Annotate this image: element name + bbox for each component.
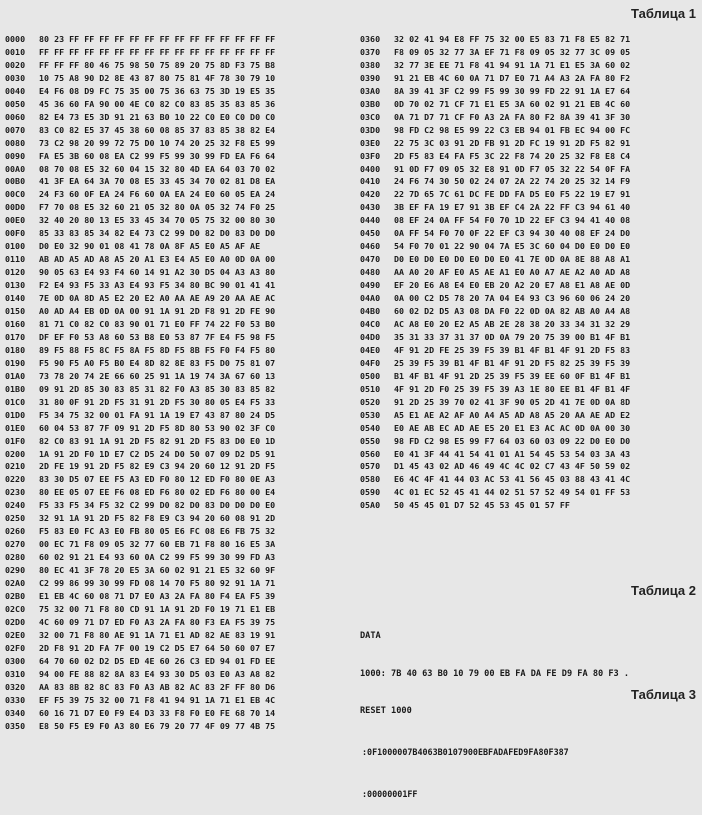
dump-address: 0140 xyxy=(5,293,26,304)
dump-address: 02F0 xyxy=(5,642,26,653)
dump-row xyxy=(360,499,630,512)
dump-address: 0510 xyxy=(360,383,381,394)
dump-address: 0240 xyxy=(5,500,26,511)
dump-bytes: 83 C0 82 E5 37 45 38 60 08 85 37 83 85 38 82 E4 xyxy=(39,124,276,135)
dump-address: 04D0 xyxy=(360,331,381,342)
table3-line: :00000001FF xyxy=(362,789,418,799)
dump-bytes: 32 77 3E EE 71 F8 41 94 91 1A 71 E1 E5 3A 60 02 xyxy=(394,59,631,70)
dump-bytes: C2 99 86 99 30 99 FD 08 14 70 F5 80 92 91 1A 71 xyxy=(39,578,276,589)
dump-address: 01B0 xyxy=(5,383,26,394)
dump-address: 0570 xyxy=(360,461,381,472)
dump-address: 02A0 xyxy=(5,578,26,589)
dump-bytes: D0 E0 D0 E0 D0 E0 D0 E0 41 7E 0D 0A 8E 88 A8 A1 xyxy=(394,254,631,265)
dump-row xyxy=(5,448,275,461)
dump-row xyxy=(5,150,275,163)
dump-bytes: 10 75 A8 90 D2 8E 43 87 80 75 81 4F 78 30 79 10 xyxy=(39,72,276,83)
dump-address: 0440 xyxy=(360,215,381,226)
dump-address: 0590 xyxy=(360,487,381,498)
dump-address: 00E0 xyxy=(5,215,26,226)
dump-row xyxy=(5,188,275,201)
dump-address: 03E0 xyxy=(360,137,381,148)
dump-address: 00C0 xyxy=(5,189,26,200)
dump-row xyxy=(360,150,630,163)
dump-row xyxy=(5,668,275,681)
dump-bytes: F7 70 08 E5 32 60 21 05 32 80 0A 05 32 74 F0 25 xyxy=(39,202,276,213)
dump-row xyxy=(360,370,630,383)
dump-row xyxy=(5,33,275,46)
dump-row xyxy=(5,720,275,733)
dump-row xyxy=(360,331,630,344)
dump-row xyxy=(360,357,630,370)
dump-row xyxy=(5,512,275,525)
dump-bytes: AA A0 20 AF E0 A5 AE A1 E0 A0 A7 AE A2 A0 AD A8 xyxy=(394,267,631,278)
table2-line: DATA xyxy=(360,631,381,641)
dump-bytes: F5 33 F5 34 F5 32 C2 99 D0 82 D0 83 D0 D0 D0 E0 xyxy=(39,500,276,511)
dump-bytes: 60 16 71 D7 E0 F9 E4 D3 33 F8 F0 E0 FE 68 70 14 xyxy=(39,707,276,718)
dump-bytes: 4C 60 09 71 D7 ED F0 A3 2A FA 80 F3 EA F5 39 75 xyxy=(39,616,276,627)
dump-row xyxy=(360,383,630,396)
dump-row xyxy=(360,279,630,292)
dump-address: 01E0 xyxy=(5,422,26,433)
dump-bytes: 31 80 0F 91 2D F5 31 91 2D F5 30 80 05 E4 F5 33 xyxy=(39,396,276,407)
dump-address: 0490 xyxy=(360,280,381,291)
dump-address: 04C0 xyxy=(360,318,381,329)
dump-bytes: 50 45 45 01 D7 52 45 53 45 01 57 FF xyxy=(394,500,570,511)
dump-row xyxy=(360,188,630,201)
dump-row xyxy=(5,525,275,538)
dump-row xyxy=(5,422,275,435)
dump-address: 0060 xyxy=(5,111,26,122)
dump-row xyxy=(360,137,630,150)
dump-row xyxy=(5,577,275,590)
dump-row xyxy=(360,318,630,331)
dump-row xyxy=(360,409,630,422)
dump-bytes: A0 AD A4 EB 0D 0A 00 91 1A 91 2D F8 91 2D FE 90 xyxy=(39,306,276,317)
dump-address: 0270 xyxy=(5,539,26,550)
dump-bytes: 4C 01 EC 52 45 41 44 02 51 57 52 49 54 01 FF 53 xyxy=(394,487,631,498)
dump-row xyxy=(5,409,275,422)
dump-bytes: DF EF F0 53 A8 60 53 B8 E0 53 87 7F E4 F5 98 F5 xyxy=(39,331,276,342)
dump-address: 0170 xyxy=(5,331,26,342)
dump-address: 0540 xyxy=(360,422,381,433)
dump-bytes: 09 91 2D 85 30 83 85 31 82 F0 A3 85 30 83 85 82 xyxy=(39,383,276,394)
dump-bytes: EF 20 E6 A8 E4 E0 EB 20 A2 20 E7 A8 E1 A8 AE 0D xyxy=(394,280,631,291)
dump-bytes: 81 71 C0 82 C0 83 90 01 71 E0 FF 74 22 F0 53 B0 xyxy=(39,318,276,329)
dump-bytes: 80 EC 41 3F 78 20 E5 3A 60 02 91 21 E5 32 60 9F xyxy=(39,565,276,576)
dump-address: 0190 xyxy=(5,357,26,368)
dump-bytes: 4F 91 2D FE 25 39 F5 39 B1 4F B1 4F 91 2D F5 83 xyxy=(394,344,631,355)
dump-row xyxy=(360,396,630,409)
dump-row xyxy=(5,603,275,616)
dump-address: 0250 xyxy=(5,513,26,524)
dump-row xyxy=(5,46,275,59)
dump-row xyxy=(5,681,275,694)
dump-bytes: 7E 0D 0A 8D A5 E2 20 E2 A0 AA AE A9 20 AA AE AC xyxy=(39,293,276,304)
dump-address: 0380 xyxy=(360,59,381,70)
dump-address: 0310 xyxy=(5,668,26,679)
dump-bytes: 80 23 FF FF FF FF FF FF FF FF FF FF FF FF FF FF xyxy=(39,34,276,44)
dump-bytes: 60 02 91 21 E4 93 60 0A C2 99 F5 99 30 99 FD A3 xyxy=(39,552,276,563)
dump-address: 02E0 xyxy=(5,629,26,640)
dump-address: 0130 xyxy=(5,280,26,291)
dump-bytes: 64 70 60 02 D2 D5 ED 4E 60 26 C3 ED 94 01 FD EE xyxy=(39,655,276,666)
dump-row xyxy=(5,655,275,668)
table2-listing xyxy=(360,605,629,730)
dump-bytes: 73 C2 98 20 99 72 75 D0 10 74 20 25 32 F8 E5 99 xyxy=(39,137,276,148)
dump-row xyxy=(5,137,275,150)
dump-bytes: E0 AE AB EC AD AE E5 20 E1 E3 AC AC 0D 0A 00 30 xyxy=(394,422,631,433)
dump-row xyxy=(5,538,275,551)
dump-row xyxy=(5,253,275,266)
dump-address: 0280 xyxy=(5,552,26,563)
dump-address: 0110 xyxy=(5,254,26,265)
dump-address: 0520 xyxy=(360,396,381,407)
dump-row xyxy=(360,344,630,357)
dump-address: 0200 xyxy=(5,448,26,459)
dump-bytes: 85 33 83 85 34 82 E4 73 C2 99 D0 82 D0 83 D0 D0 xyxy=(39,228,276,239)
dump-row xyxy=(5,175,275,188)
dump-address: 0160 xyxy=(5,318,26,329)
dump-address: 01D0 xyxy=(5,409,26,420)
dump-bytes: F5 34 75 32 00 01 FA 91 1A 19 E7 43 87 80 24 D5 xyxy=(39,409,276,420)
dump-bytes: 54 F0 70 01 22 90 04 7A E5 3C 60 04 D0 E0 D0 E0 xyxy=(394,241,631,252)
dump-address: 02B0 xyxy=(5,590,26,601)
dump-row xyxy=(360,227,630,240)
dump-bytes: 4F 91 2D F0 25 39 F5 39 A3 1E 80 EE B1 4F B1 4F xyxy=(394,383,631,394)
dump-row xyxy=(360,33,630,46)
dump-row xyxy=(360,305,630,318)
dump-row xyxy=(360,214,630,227)
dump-bytes: FA E5 3B 60 08 EA C2 99 F5 99 30 99 FD EA F6 64 xyxy=(39,150,276,161)
dump-address: 0340 xyxy=(5,707,26,718)
dump-address: 04B0 xyxy=(360,306,381,317)
dump-bytes: E4 F6 08 D9 FC 75 35 00 75 36 63 75 3D 19 E5 35 xyxy=(39,85,276,96)
dump-bytes: AB AD A5 AD A8 A5 20 A1 E3 E4 A5 E0 A0 0D 0A 00 xyxy=(39,254,276,265)
dump-address: 03A0 xyxy=(360,85,381,96)
dump-row xyxy=(5,357,275,370)
dump-address: 0470 xyxy=(360,254,381,265)
dump-row xyxy=(5,383,275,396)
table2-line: RESET 1000 xyxy=(360,706,412,716)
dump-address: 05A0 xyxy=(360,500,381,511)
dump-row xyxy=(360,240,630,253)
dump-row xyxy=(360,46,630,59)
dump-row xyxy=(5,111,275,124)
dump-row xyxy=(5,564,275,577)
dump-bytes: 8A 39 41 3F C2 99 F5 99 30 99 FD 22 91 1A E7 64 xyxy=(394,85,631,96)
dump-row xyxy=(360,201,630,214)
dump-row xyxy=(5,344,275,357)
dump-address: 0330 xyxy=(5,694,26,705)
dump-row xyxy=(5,707,275,720)
dump-bytes: 3B EF FA 19 E7 91 3B EF C4 2A 22 FF C3 94 61 40 xyxy=(394,202,631,213)
dump-bytes: 0A 00 C2 D5 78 20 7A 04 E4 93 C3 96 60 06 24 20 xyxy=(394,293,631,304)
dump-address: 0390 xyxy=(360,72,381,83)
dump-address: 0370 xyxy=(360,46,381,57)
dump-bytes: 24 F6 74 30 50 02 24 07 2A 22 74 20 25 32 14 F9 xyxy=(394,176,631,187)
dump-bytes: FF FF FF FF FF FF FF FF FF FF FF FF FF FF FF FF xyxy=(39,46,276,57)
dump-address: 0350 xyxy=(5,720,26,731)
dump-bytes: E1 EB 4C 60 08 71 D7 E0 A3 2A FA 80 F4 EA F5 39 xyxy=(39,590,276,601)
dump-bytes: 0A 71 D7 71 CF F0 A3 2A FA 80 F2 8A 39 41 3F 30 xyxy=(394,111,631,122)
dump-bytes: 60 04 53 87 7F 09 91 2D F5 8D 80 53 90 02 3F C0 xyxy=(39,422,276,433)
dump-bytes: 98 FD C2 98 E5 99 F7 64 03 60 03 09 22 D0 E0 D0 xyxy=(394,435,631,446)
table2-line: 1000: 7B 40 63 B0 10 79 00 EB FA DA FE D9 FA 80 F3 . xyxy=(360,668,630,679)
dump-row xyxy=(5,370,275,383)
dump-bytes: 1A 91 2D F0 1D E7 C2 D5 24 D0 50 07 09 D2 D5 91 xyxy=(39,448,276,459)
hex-dump-left-column xyxy=(5,33,275,732)
dump-address: 0070 xyxy=(5,124,26,135)
dump-row xyxy=(360,175,630,188)
dump-address: 0460 xyxy=(360,241,381,252)
dump-bytes: 24 F3 60 0F EA 24 F6 60 0A EA 24 E0 60 05 EA 24 xyxy=(39,189,276,200)
dump-address: 0120 xyxy=(5,267,26,278)
dump-row xyxy=(5,214,275,227)
dump-address: 0260 xyxy=(5,526,26,537)
dump-row xyxy=(5,694,275,707)
dump-bytes: 98 FD C2 98 E5 99 22 C3 EB 94 01 FB EC 94 00 FC xyxy=(394,124,631,135)
dump-address: 03B0 xyxy=(360,98,381,109)
dump-row xyxy=(5,460,275,473)
dump-bytes: 08 EF 24 0A FF 54 F0 70 1D 22 EF C3 94 41 40 08 xyxy=(394,215,631,226)
dump-bytes: 0A FF 54 F0 70 0F 22 EF C3 94 30 40 08 EF 24 D0 xyxy=(394,228,631,239)
dump-row xyxy=(5,629,275,642)
dump-bytes: 91 0D F7 09 05 32 E8 91 0D F7 05 32 22 54 0F FA xyxy=(394,163,631,174)
dump-row xyxy=(360,435,630,448)
dump-bytes: 60 02 D2 D5 A3 08 DA F0 22 0D 0A 82 AB A0 A4 A8 xyxy=(394,306,631,317)
dump-row xyxy=(360,124,630,137)
dump-address: 0550 xyxy=(360,435,381,446)
dump-bytes: 22 7D 65 7C 61 DC FE DD FA D5 E0 F5 22 19 E7 91 xyxy=(394,189,631,200)
dump-bytes: F8 09 05 32 77 3A EF 71 F8 09 05 32 77 3C 09 05 xyxy=(394,46,631,57)
hex-dump-right-column xyxy=(360,33,630,512)
dump-bytes: 25 39 F5 39 B1 4F B1 4F 91 2D F5 82 25 39 F5 39 xyxy=(394,357,631,368)
dump-bytes: 91 21 EB 4C 60 0A 71 D7 E0 71 A4 A3 2A FA 80 F2 xyxy=(394,72,631,83)
dump-address: 00D0 xyxy=(5,202,26,213)
dump-row xyxy=(5,292,275,305)
dump-row xyxy=(360,253,630,266)
dump-row xyxy=(360,266,630,279)
dump-address: 03C0 xyxy=(360,111,381,122)
dump-row xyxy=(5,590,275,603)
dump-bytes: 2D F8 91 2D FA 7F 00 19 C2 D5 E7 64 50 60 07 E7 xyxy=(39,642,276,653)
dump-row xyxy=(360,460,630,473)
dump-bytes: FF FF FF 80 46 75 98 50 75 89 20 75 8D F3 75 B8 xyxy=(39,59,276,70)
dump-bytes: 32 02 41 94 E8 FF 75 32 00 E5 83 71 F8 E5 82 71 xyxy=(394,34,631,44)
dump-row xyxy=(5,551,275,564)
dump-bytes: 83 30 D5 07 EE F5 A3 ED F0 80 12 ED F0 80 0E A3 xyxy=(39,474,276,485)
dump-row xyxy=(360,59,630,72)
dump-bytes: 2D F5 83 E4 FA F5 3C 22 F8 74 20 25 32 F8 E8 C4 xyxy=(394,150,631,161)
dump-bytes: 75 32 00 71 F8 80 CD 91 1A 91 2D F0 19 71 E1 EB xyxy=(39,603,276,614)
dump-address: 04E0 xyxy=(360,344,381,355)
dump-address: 0210 xyxy=(5,461,26,472)
dump-address: 0220 xyxy=(5,474,26,485)
dump-row xyxy=(360,292,630,305)
table3-title: Таблица 3 xyxy=(630,687,696,702)
dump-address: 0430 xyxy=(360,202,381,213)
dump-row xyxy=(360,473,630,486)
dump-row xyxy=(360,72,630,85)
dump-address: 02D0 xyxy=(5,616,26,627)
dump-bytes: 73 78 20 74 2E 66 60 25 91 1A 19 74 3A 67 60 13 xyxy=(39,370,276,381)
dump-address: 00B0 xyxy=(5,176,26,187)
dump-address: 0090 xyxy=(5,150,26,161)
dump-row xyxy=(5,240,275,253)
dump-address: 0320 xyxy=(5,681,26,692)
dump-address: 0180 xyxy=(5,344,26,355)
dump-bytes: 22 75 3C 03 91 2D FB 91 2D FC 19 91 2D F5 82 91 xyxy=(394,137,631,148)
dump-address: 0360 xyxy=(360,34,381,44)
dump-row xyxy=(5,98,275,111)
dump-row xyxy=(5,305,275,318)
dump-bytes: 32 40 20 80 13 E5 33 45 34 70 05 75 32 00 80 30 xyxy=(39,215,276,226)
dump-bytes: 45 36 60 FA 90 00 4E C0 82 C0 83 85 35 83 85 36 xyxy=(39,98,276,109)
table3-hex-records xyxy=(362,717,569,815)
dump-bytes: AC A8 E0 20 E2 A5 AB 2E 28 38 20 33 34 31 32 29 xyxy=(394,318,631,329)
dump-bytes: 32 00 71 F8 80 AE 91 1A 71 E1 AD 82 AE 83 19 91 xyxy=(39,629,276,640)
dump-address: 0290 xyxy=(5,565,26,576)
dump-bytes: F2 E4 93 F5 33 A3 E4 93 F5 34 80 BC 90 01 41 41 xyxy=(39,280,276,291)
dump-address: 04F0 xyxy=(360,357,381,368)
dump-bytes: 0D 70 02 71 CF 71 E1 E5 3A 60 02 91 21 EB 4C 60 xyxy=(394,98,631,109)
dump-address: 02C0 xyxy=(5,603,26,614)
dump-bytes: 90 05 63 E4 93 F4 60 14 91 A2 30 D5 04 A3 A3 80 xyxy=(39,267,276,278)
dump-bytes: 00 EC 71 F8 09 05 32 77 60 EB 71 F8 80 16 E5 3A xyxy=(39,539,276,550)
dump-address: 0020 xyxy=(5,59,26,70)
dump-address: 0450 xyxy=(360,228,381,239)
dump-row xyxy=(5,59,275,72)
dump-row xyxy=(5,266,275,279)
dump-bytes: 32 91 1A 91 2D F5 82 F8 E9 C3 94 20 60 08 91 2D xyxy=(39,513,276,524)
dump-bytes: 35 31 33 37 31 37 0D 0A 79 20 75 39 00 B1 4F B1 xyxy=(394,331,631,342)
dump-bytes: EF F5 39 75 32 00 71 F8 41 94 91 1A 71 E1 EB 4C xyxy=(39,694,276,705)
dump-address: 0410 xyxy=(360,176,381,187)
dump-address: 04A0 xyxy=(360,293,381,304)
dump-row xyxy=(5,486,275,499)
dump-address: 0500 xyxy=(360,370,381,381)
dump-row xyxy=(360,486,630,499)
dump-address: 0010 xyxy=(5,46,26,57)
dump-row xyxy=(5,396,275,409)
dump-bytes: 82 E4 73 E5 3D 91 21 63 B0 10 22 C0 E0 C0 D0 C0 xyxy=(39,111,276,122)
dump-address: 01C0 xyxy=(5,396,26,407)
dump-address: 0030 xyxy=(5,72,26,83)
dump-row xyxy=(5,279,275,292)
dump-row xyxy=(5,642,275,655)
dump-address: 0050 xyxy=(5,98,26,109)
dump-address: 03F0 xyxy=(360,150,381,161)
dump-row xyxy=(5,85,275,98)
dump-address: 0000 xyxy=(5,34,26,44)
dump-row xyxy=(5,201,275,214)
dump-row xyxy=(5,163,275,176)
dump-row xyxy=(360,85,630,98)
table3-line: :0F1000007B4063B0107900EBFADAFED9FA80F387 xyxy=(362,747,569,757)
dump-bytes: 89 F5 88 F5 8C F5 8A F5 8D F5 8B F5 F0 F4 F5 80 xyxy=(39,344,276,355)
dump-bytes: B1 4F B1 4F 91 2D 25 39 F5 39 EE 60 0F B1 4F B1 xyxy=(394,370,631,381)
dump-bytes: A5 E1 AE A2 AF A0 A4 A5 AD A8 A5 20 AA AE AD E2 xyxy=(394,409,631,420)
dump-address: 01A0 xyxy=(5,370,26,381)
dump-address: 00A0 xyxy=(5,163,26,174)
dump-address: 0400 xyxy=(360,163,381,174)
dump-address: 0230 xyxy=(5,487,26,498)
dump-row xyxy=(5,435,275,448)
dump-bytes: 2D FE 19 91 2D F5 82 E9 C3 94 20 60 12 91 2D F5 xyxy=(39,461,276,472)
dump-row xyxy=(5,616,275,629)
dump-address: 00F0 xyxy=(5,228,26,239)
dump-address: 0530 xyxy=(360,409,381,420)
dump-address: 0150 xyxy=(5,306,26,317)
dump-row xyxy=(360,163,630,176)
dump-bytes: F5 90 F5 A0 F5 B0 E4 8D 82 8E 83 F5 D0 75 81 07 xyxy=(39,357,276,368)
dump-bytes: 94 00 FE 88 82 8A 83 E4 93 30 D5 03 E0 A3 A8 82 xyxy=(39,668,276,679)
dump-row xyxy=(5,318,275,331)
dump-bytes: AA 83 8B 82 8C 83 F0 A3 AB 82 AC 83 2F FF 80 D6 xyxy=(39,681,276,692)
dump-address: 0080 xyxy=(5,137,26,148)
table2-title: Таблица 2 xyxy=(630,583,696,598)
dump-bytes: E8 50 F5 E9 F0 A3 80 E6 79 20 77 4F 09 77 4B 75 xyxy=(39,720,276,731)
dump-bytes: 08 70 08 E5 32 60 04 15 32 80 4D EA 64 03 70 02 xyxy=(39,163,276,174)
dump-row xyxy=(360,111,630,124)
dump-row xyxy=(360,422,630,435)
dump-bytes: 41 3F EA 64 3A 70 08 E5 33 45 34 70 02 81 D8 EA xyxy=(39,176,276,187)
dump-row xyxy=(5,227,275,240)
dump-address: 0480 xyxy=(360,267,381,278)
dump-bytes: D1 45 43 02 AD 46 49 4C 4C 02 C7 43 4F 50 59 02 xyxy=(394,461,631,472)
dump-address: 03D0 xyxy=(360,124,381,135)
dump-address: 0580 xyxy=(360,474,381,485)
dump-bytes: E0 41 3F 44 41 54 41 01 A1 54 45 53 54 03 3A 43 xyxy=(394,448,631,459)
dump-row xyxy=(5,331,275,344)
dump-row xyxy=(5,72,275,85)
dump-bytes: F5 83 E0 FC A3 E0 FB 80 05 E6 FC 08 E6 FB 75 32 xyxy=(39,526,276,537)
dump-address: 0040 xyxy=(5,85,26,96)
dump-row xyxy=(5,124,275,137)
table1-title: Таблица 1 xyxy=(630,6,696,21)
dump-address: 01F0 xyxy=(5,435,26,446)
dump-row xyxy=(360,98,630,111)
dump-address: 0560 xyxy=(360,448,381,459)
dump-row xyxy=(360,448,630,461)
dump-address: 0300 xyxy=(5,655,26,666)
dump-address: 0100 xyxy=(5,241,26,252)
dump-bytes: 82 C0 83 91 1A 91 2D F5 82 91 2D F5 83 D0 E0 1D xyxy=(39,435,276,446)
dump-row xyxy=(5,499,275,512)
dump-address: 0420 xyxy=(360,189,381,200)
dump-bytes: 80 EE 05 07 EE F6 08 ED F6 80 02 ED F6 80 00 E4 xyxy=(39,487,276,498)
dump-bytes: D0 E0 32 90 01 08 41 78 0A 8F A5 E0 A5 AF AE xyxy=(39,241,261,252)
dump-row xyxy=(5,473,275,486)
dump-bytes: E6 4C 4F 41 44 03 AC 53 41 56 45 03 88 43 41 4C xyxy=(394,474,631,485)
dump-bytes: 91 2D 25 39 70 02 41 3F 90 05 2D 41 7E 0D 0A 8D xyxy=(394,396,631,407)
